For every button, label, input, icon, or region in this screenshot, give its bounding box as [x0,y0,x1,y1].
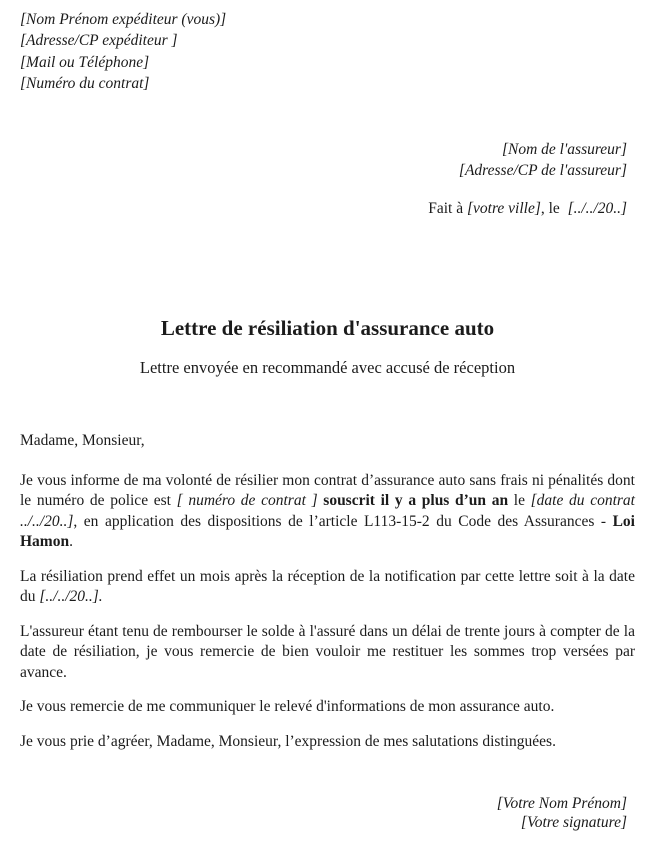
letter-title: Lettre de résiliation d'assurance auto [160,316,495,341]
p2-text-1: La résiliation prend effet un mois après la réception de la notification par cette lettre soit à la date du [20,567,635,606]
paragraph-refund: L'assureur étant tenu de rembourser le solde à l'assuré dans un délai de trente jours à compter de la date de résiliation, je vous remercie de bien vouloir me restituer les sommes trop versées par avance. [20,622,635,681]
date-placeholder: [../../20..] [567,200,627,218]
p1-bold-souscrit: souscrit il y a plus d’un an [323,492,509,510]
sender-address-placeholder: [Adresse/CP expéditeur ] [20,32,178,50]
p1-text-2: le [508,492,531,510]
letter-subtitle: Lettre envoyée en recommandé avec accusé de réception [139,358,516,378]
paragraph-effective-date [20,567,635,608]
insurer-address-placeholder: [Adresse/CP de l'assureur] [458,162,627,180]
p1-text-4: . [69,533,73,551]
signature-sign-placeholder: [Votre signature] [520,814,627,832]
signature-name-placeholder: [Votre Nom Prénom] [496,795,627,813]
p1-text-3: , en application des dispositions de l’article L113-15-2 du Code des Assurances - [73,512,613,530]
paragraph-information-statement: Je vous remercie de me communiquer le relevé d'informations de mon assurance auto. [20,698,555,716]
sender-name-placeholder: [Nom Prénom expéditeur (vous)] [20,11,227,28]
paragraph-closing: Je vous prie d’agréer, Madame, Monsieur, l’expression de mes salutations distinguées. [20,732,556,750]
contract-number-placeholder: [ numéro de contrat ] [176,492,324,510]
recipient-block [20,139,635,182]
dateline-middle: , le [540,200,568,218]
city-placeholder: [votre ville] [466,200,541,218]
dateline-prefix: Fait à [428,200,467,218]
insurer-name-placeholder: [Nom de l'assureur] [501,140,627,158]
sender-contact-placeholder: [Mail ou Téléphone] [20,53,150,71]
effective-date-placeholder: [../../20..]. [39,588,103,606]
signature-block [20,794,635,832]
salutation: Madame, Monsieur, [20,432,145,450]
paragraph-cancellation-request [20,471,635,553]
dateline [20,198,635,219]
contract-date-placeholder: [date du contrat ../../20..] [20,492,635,530]
loi-hamon-bold: Loi Hamon [20,512,635,551]
sender-block [20,9,635,95]
p1-text-1: Je vous informe de ma volonté de résilier mon contrat d’assurance auto sans frais ni pénalités dont le numéro de police est [20,471,635,510]
sender-contract-number-placeholder: [Numéro du contrat] [20,75,150,93]
